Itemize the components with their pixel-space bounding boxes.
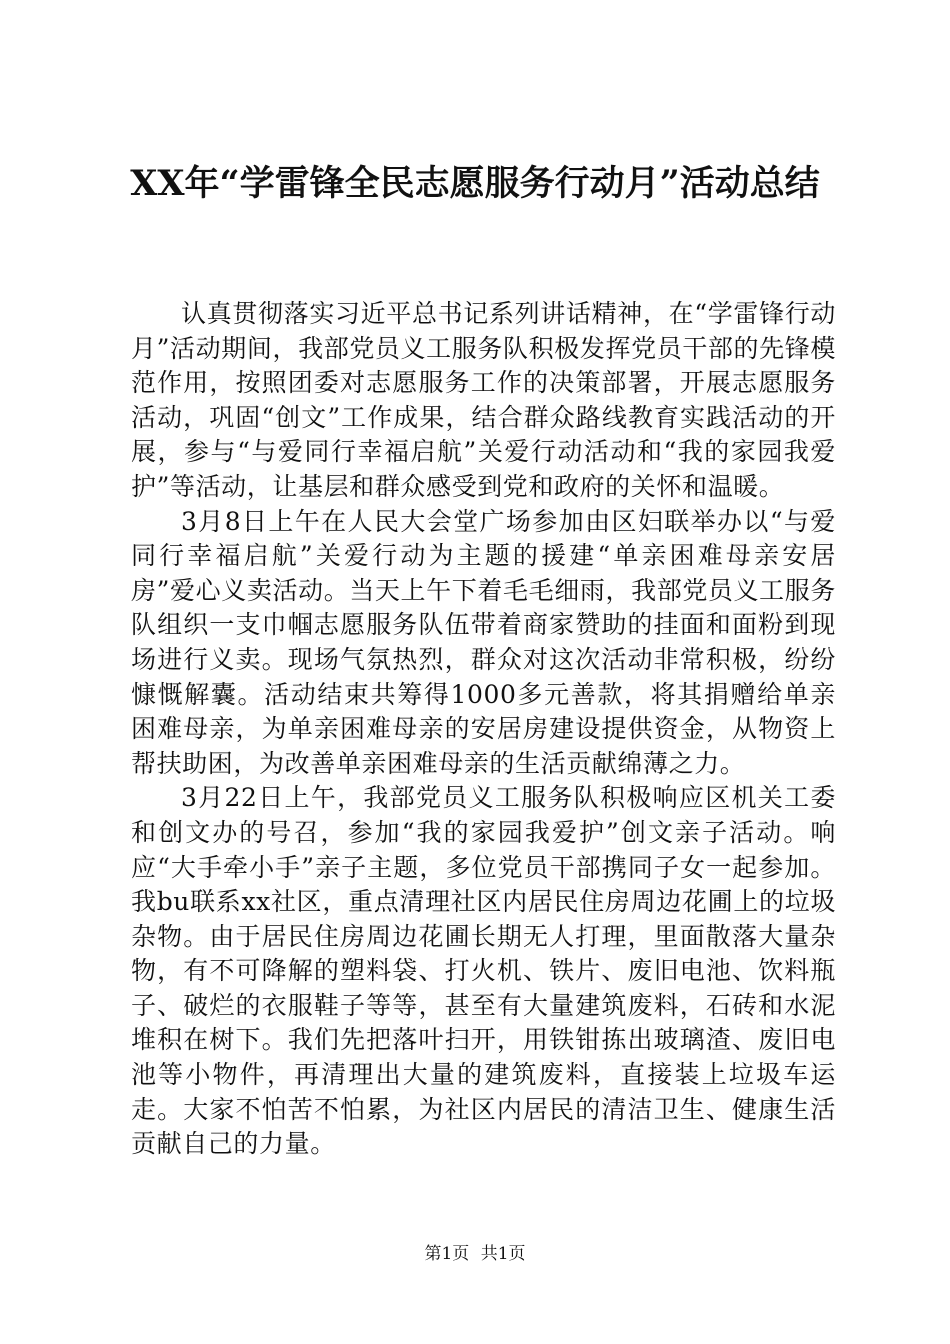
page-number-current: 第1页: [424, 1244, 470, 1264]
page-number-total: 共1页: [480, 1244, 526, 1264]
paragraph-march-22: 3月22日上午，我部党员义工服务队积极响应区机关工委和创文办的号召，参加“我的家园我爱护”创文亲子活动。响应“大手牵小手”亲子主题，多位党员干部携同子女一起参加。我bu联系xx社区，重点清理社区内居民住房周边花圃上的垃圾杂物。由于居民住房周边花圃长期无人打理，里面散落大量杂物，有不可降解的塑料袋、打火机、铁片、废旧电池、饮料瓶子、破烂的衣服鞋子等等，甚至有大量建筑废料，石砖和水泥堆积在树下。我们先把落叶扫开，用铁钳拣出玻璃渣、废旧电池等小物件，再清理出大量的建筑废料，直接装上垃圾车运走。大家不怕苦不怕累，为社区内居民的清洁卫生、健康生活贡献自己的力量。: [131, 783, 836, 1159]
document-body: [131, 297, 836, 1162]
document-title: XX年“学雷锋全民志愿服务行动月”活动总结: [130, 163, 820, 204]
page-footer: [0, 1242, 950, 1266]
paragraph-intro: 认真贯彻落实习近平总书记系列讲话精神，在“学雷锋行动月”活动期间，我部党员义工服务队积极发挥党员干部的先锋模范作用，按照团委对志愿服务工作的决策部署，开展志愿服务活动，巩固“创文”工作成果，结合群众路线教育实践活动的开展，参与“与爱同行幸福启航”关爱行动活动和“我的家园我爱护”等活动，让基层和群众感受到党和政府的关怀和温暖。: [131, 299, 836, 501]
paragraph-march-8: 3月8日上午在人民大会堂广场参加由区妇联举办以“与爱同行幸福启航”关爱行动为主题的援建“单亲困难母亲安居房”爱心义卖活动。当天上午下着毛毛细雨，我部党员义工服务队组织一支巾帼志愿服务队伍带着商家赞助的挂面和面粉到现场进行义卖。现场气氛热烈，群众对这次活动非常积极，纷纷慷慨解囊。活动结束共筹得1000多元善款，将其捐赠给单亲困难母亲，为单亲困难母亲的安居房建设提供资金，从物资上帮扶助困，为改善单亲困难母亲的生活贡献绵薄之力。: [131, 506, 836, 778]
